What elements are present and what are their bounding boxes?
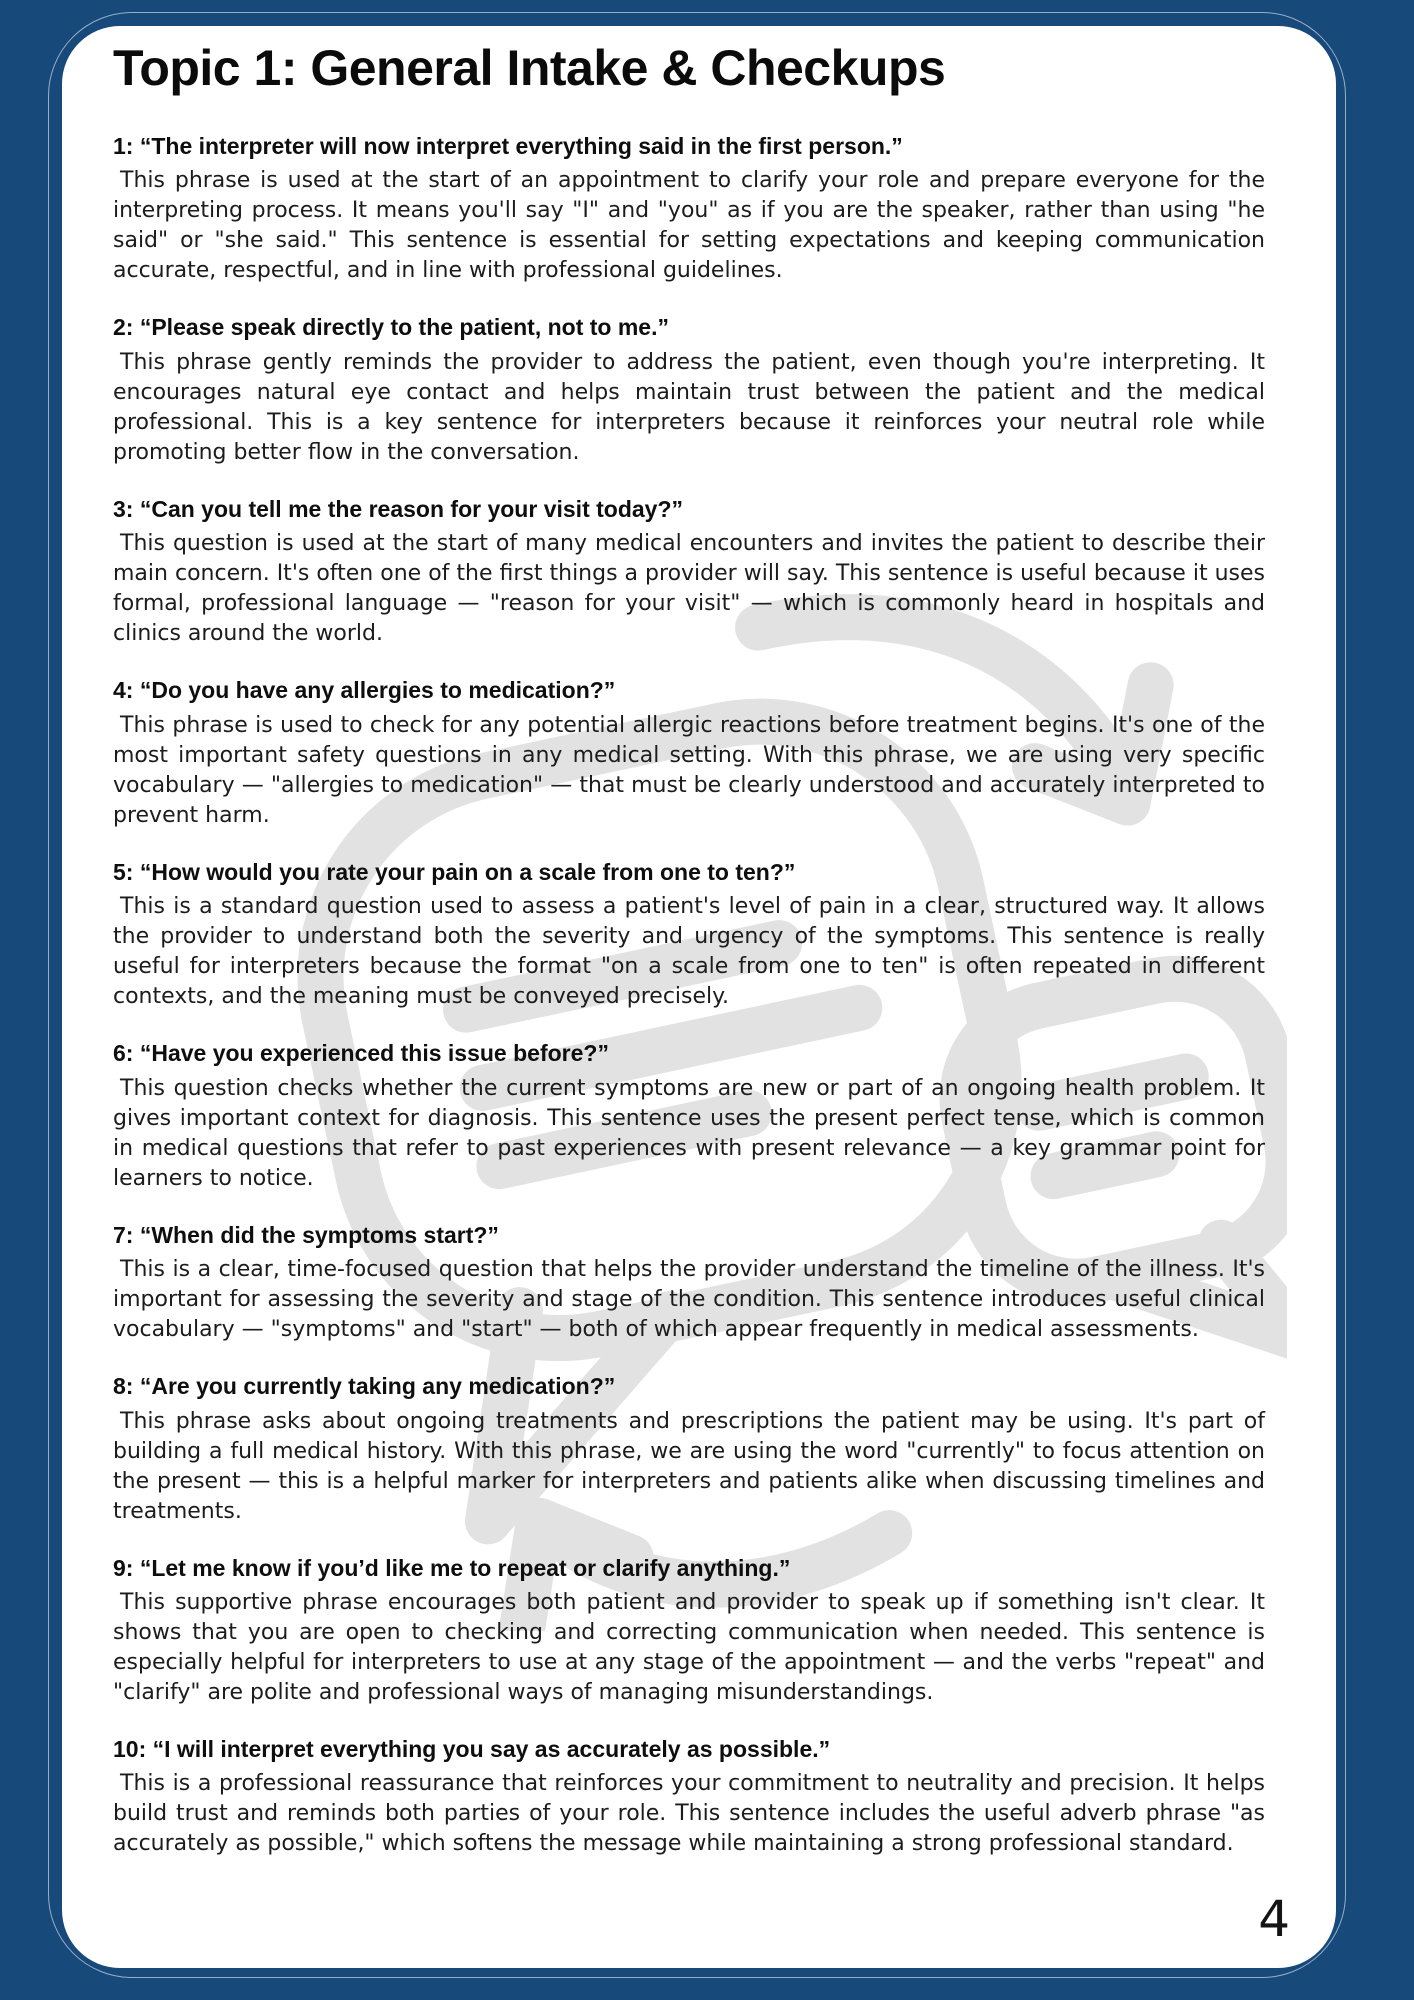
phrase-section — [113, 1735, 1265, 1859]
phrase-explanation: This is a clear, time-focused question that helps the provider understand the timeline of the illness. It's important for assessing the severity and stage of the condition. This sentence introduces useful clinical vocabulary — "symptoms" and "start" — both of which appear frequently in medical assessments. — [113, 1257, 1265, 1343]
content-card — [62, 26, 1336, 1968]
phrase-section — [113, 858, 1265, 1012]
phrase-heading: 2: “Please speak directly to the patient, not to me.” — [113, 314, 669, 341]
phrase-explanation: This question is used at the start of many medical encounters and invites the patient to describe their main concern. It's often one of the first things a provider will say. This sentence is useful because it uses formal, professional language — "reason for your visit" — which is commonly heard in hospitals and clinics around the world. — [113, 531, 1265, 647]
sections-list — [113, 132, 1265, 1859]
page-number: 4 — [1258, 1890, 1290, 1948]
phrase-heading: 4: “Do you have any allergies to medication?” — [113, 677, 616, 704]
phrase-section — [113, 495, 1265, 649]
phrase-section — [113, 676, 1265, 830]
phrase-heading: 10: “I will interpret everything you say as accurately as possible.” — [113, 1735, 831, 1762]
phrase-section — [113, 1554, 1265, 1708]
phrase-explanation: This phrase asks about ongoing treatments and prescriptions the patient may be using. It's part of building a full medical history. With this phrase, we are using the word "currently" to focus attention on the present — this is a helpful marker for interpreters and patients alike when discussing timelines and treatments. — [113, 1408, 1265, 1524]
phrase-heading: 7: “When did the symptoms start?” — [113, 1221, 499, 1248]
phrase-heading: 3: “Can you tell me the reason for your visit today?” — [113, 495, 684, 522]
phrase-explanation: This phrase gently reminds the provider to address the patient, even though you're interpreting. It encourages natural eye contact and helps maintain trust between the patient and the medical professional. This is a key sentence for interpreters because it reinforces your neutral role while promoting better flow in the conversation. — [113, 349, 1265, 465]
phrase-heading: 8: “Are you currently taking any medication?” — [113, 1373, 616, 1400]
phrase-explanation: This is a standard question used to assess a patient's level of pain in a clear, structured way. It allows the provider to understand both the severity and urgency of the symptoms. This sentence is really useful for interpreters because the format "on a scale from one to ten" is often repeated in different contexts, and the meaning must be conveyed precisely. — [113, 894, 1265, 1010]
phrase-section — [113, 132, 1265, 286]
phrase-section — [113, 313, 1265, 467]
phrase-explanation: This phrase is used at the start of an appointment to clarify your role and prepare everyone for the interpreting process. It means you'll say "I" and "you" as if you are the speaker, rather than using "he said" or "she said." This sentence is essential for setting expectations and keeping communication accurate, respectful, and in line with professional guidelines. — [113, 168, 1265, 284]
phrase-explanation: This supportive phrase encourages both patient and provider to speak up if something isn't clear. It shows that you are open to checking and correcting communication when needed. This sentence is especially helpful for interpreters to use at any stage of the appointment — and the verbs "repeat" and "clarify" are polite and professional ways of managing misunderstandings. — [113, 1589, 1265, 1705]
page-content — [113, 26, 1265, 1886]
phrase-explanation: This is a professional reassurance that reinforces your commitment to neutrality and precision. It helps build trust and reminds both parties of your role. This sentence includes the useful adverb phrase "as accurately as possible," which softens the message while maintaining a strong professional standard. — [113, 1771, 1265, 1857]
phrase-explanation: This phrase is used to check for any potential allergic reactions before treatment begins. It's one of the most important safety questions in any medical setting. With this phrase, we are using very specific vocabulary — "allergies to medication" — that must be clearly understood and accurately interpreted to prevent harm. — [113, 712, 1265, 828]
phrase-heading: 5: “How would you rate your pain on a scale from one to ten?” — [113, 858, 796, 885]
page-title: Topic 1: General Intake & Checkups — [113, 40, 946, 96]
phrase-section — [113, 1221, 1265, 1345]
phrase-explanation: This question checks whether the current symptoms are new or part of an ongoing health problem. It gives important context for diagnosis. This sentence uses the present perfect tense, which is common in medical questions that refer to past experiences with present relevance — a key grammar point for learners to notice. — [113, 1075, 1265, 1191]
phrase-section — [113, 1039, 1265, 1193]
phrase-heading: 6: “Have you experienced this issue before?” — [113, 1040, 609, 1067]
phrase-heading: 1: “The interpreter will now interpret everything said in the first person.” — [113, 133, 903, 159]
phrase-heading: 9: “Let me know if you’d like me to repeat or clarify anything.” — [113, 1554, 791, 1581]
phrase-section — [113, 1372, 1265, 1526]
